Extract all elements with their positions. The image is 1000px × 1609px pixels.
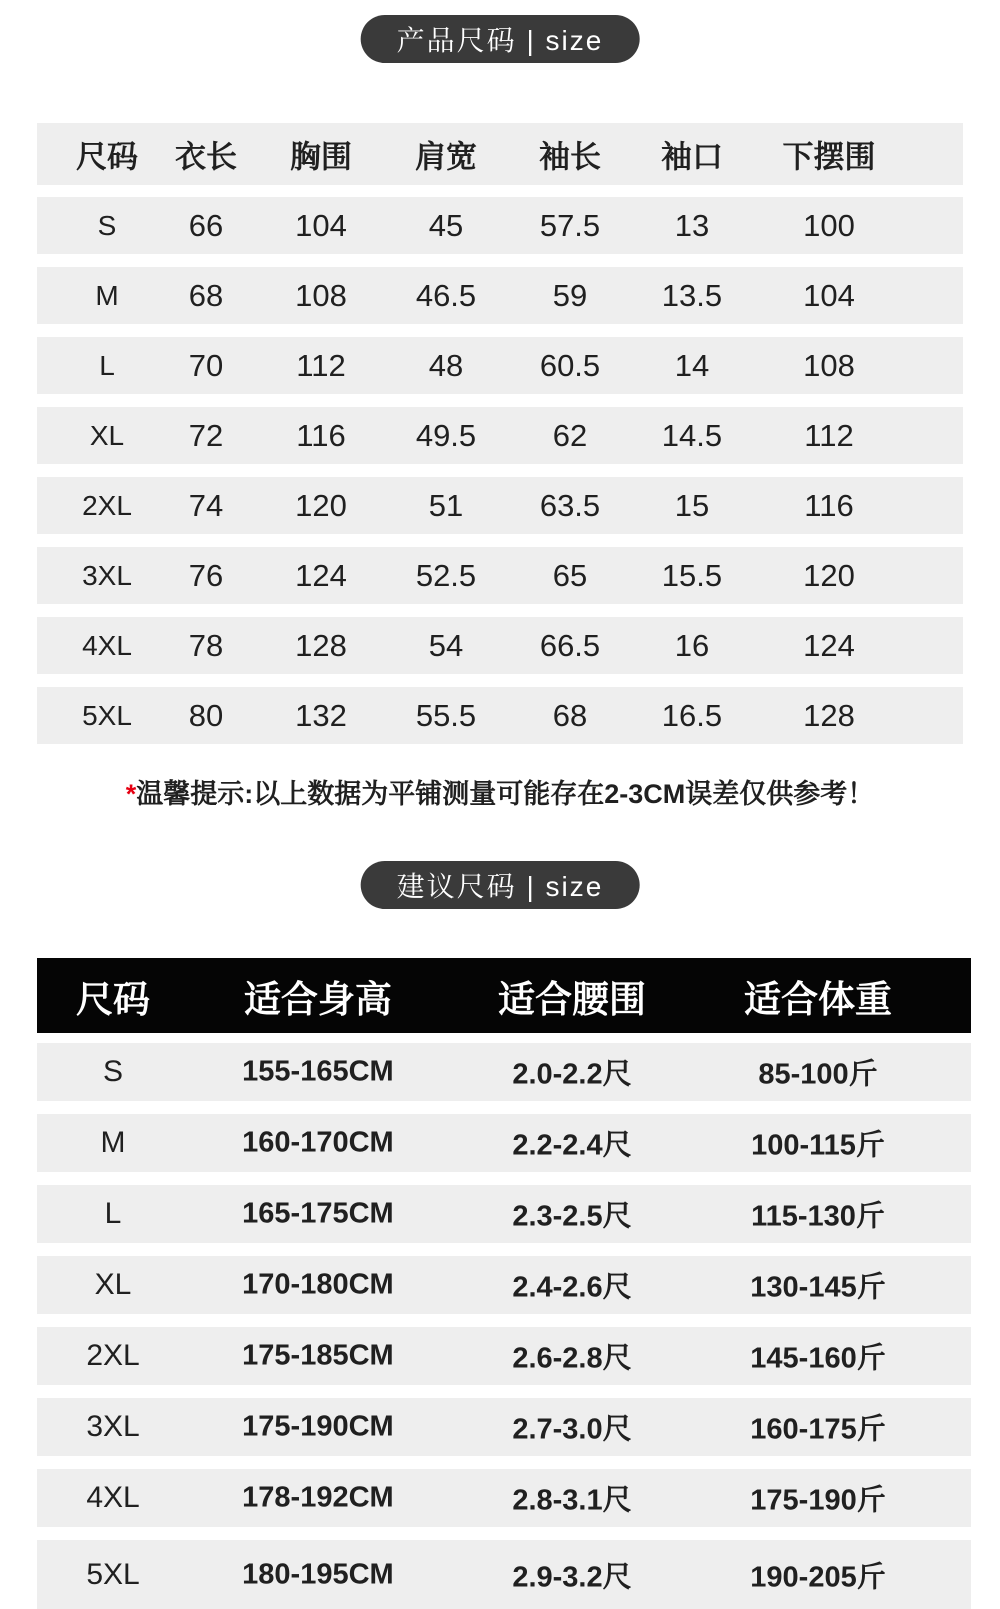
hem-value: 112 [804,417,854,453]
column-header-cuff: 袖口 [660,139,723,175]
suggest-table-row [37,1114,971,1172]
length-value: 68 [188,277,224,313]
sleeve-value: 62 [552,417,588,453]
suggest-table-row [37,1327,971,1385]
size-label: XL [89,419,125,451]
cuff-value: 14.5 [661,417,723,453]
note-text: 以上数据为平铺测量可能存在2-3CM误差仅供参考！ [253,779,875,809]
sleeve-value: 66.5 [539,627,601,663]
length-value: 70 [188,347,224,383]
size-label: 3XL [86,1410,140,1443]
sleeve-value: 65 [552,557,588,593]
weight-range: 145-160斤 [750,1342,886,1375]
chest-value: 108 [295,277,347,313]
height-range: 160-170CM [242,1126,394,1159]
size-label: XL [94,1268,132,1301]
cuff-value: 15.5 [661,557,723,593]
hem-value: 124 [803,627,855,663]
weight-range: 160-175斤 [750,1413,886,1446]
column-header-weight: 适合体重 [744,978,892,1020]
weight-range: 85-100斤 [758,1058,878,1091]
suggest-table-row [37,1256,971,1314]
suggested-size-table [37,958,971,1609]
weight-range: 130-145斤 [750,1271,886,1304]
note-asterisk: * [125,779,137,809]
cuff-value: 16.5 [661,697,723,733]
weight-range: 115-130斤 [751,1200,885,1233]
column-header-length: 衣长 [174,139,237,175]
cuff-value: 13 [674,207,710,243]
size-label: 4XL [82,629,132,661]
sleeve-value: 60.5 [539,347,601,383]
hem-value: 116 [804,487,854,523]
hem-value: 108 [803,347,855,383]
shoulder-value: 48 [428,347,464,383]
column-header-sleeve: 袖长 [539,139,601,175]
height-range: 165-175CM [242,1197,394,1230]
size-label: M [95,279,119,311]
shoulder-value: 54 [428,627,464,663]
suggest-table-row [37,1185,971,1243]
weight-range: 190-205斤 [750,1561,886,1593]
height-range: 180-195CM [242,1558,394,1590]
product-size-badge [361,15,640,63]
size-table-row [37,617,963,674]
height-range: 178-192CM [242,1481,394,1514]
sleeve-value: 63.5 [539,487,601,523]
chest-value: 104 [295,207,347,243]
suggest-table-row [37,1540,971,1609]
waist-range: 2.2-2.4尺 [512,1129,632,1162]
length-value: 72 [188,417,224,453]
weight-range: 100-115斤 [751,1129,885,1162]
hem-value: 128 [803,697,855,733]
size-table-row [37,687,963,744]
column-header-size: 尺码 [76,139,138,175]
length-value: 74 [188,487,224,523]
suggested-size-badge-label: 建议尺码 | size [396,871,604,902]
size-label: 4XL [86,1481,140,1514]
size-table-body [37,197,963,744]
waist-range: 2.6-2.8尺 [512,1342,632,1375]
sleeve-value: 68 [552,697,588,733]
size-label: 2XL [82,489,132,521]
sleeve-value: 59 [552,277,588,313]
shoulder-value: 55.5 [415,697,477,733]
waist-range: 2.3-2.5尺 [512,1200,632,1233]
hem-value: 120 [803,557,855,593]
waist-range: 2.8-3.1尺 [512,1484,632,1517]
product-size-badge-label: 产品尺码 | size [396,25,604,56]
size-label: L [99,349,115,381]
suggest-table-row [37,1043,971,1101]
hem-value: 104 [803,277,855,313]
suggest-table-row [37,1469,971,1527]
size-label: 2XL [86,1339,140,1372]
size-table-row [37,337,963,394]
height-range: 175-185CM [242,1339,394,1372]
chest-value: 112 [296,347,346,383]
cuff-value: 16 [674,627,710,663]
column-header-hem: 下摆围 [782,139,876,175]
size-label: S [103,1055,124,1088]
size-table-row [37,547,963,604]
chest-value: 124 [295,557,347,593]
column-header-waist: 适合腰围 [497,978,646,1020]
cuff-value: 13.5 [661,277,723,313]
suggest-table-row [37,1398,971,1456]
length-value: 78 [188,627,224,663]
suggested-size-badge [361,861,640,909]
chest-value: 128 [295,627,347,663]
cuff-value: 14 [674,347,710,383]
waist-range: 2.4-2.6尺 [512,1271,632,1304]
sleeve-value: 57.5 [539,207,601,243]
waist-range: 2.0-2.2尺 [512,1058,632,1091]
height-range: 155-165CM [242,1055,394,1088]
size-label: M [100,1126,126,1159]
note-label: 温馨提示: [136,779,254,809]
size-label: S [97,209,117,241]
column-header-size: 尺码 [76,978,151,1020]
column-header-chest: 胸围 [290,139,352,175]
shoulder-value: 45 [428,207,464,243]
size-table-row [37,267,963,324]
cuff-value: 15 [674,487,710,523]
shoulder-value: 49.5 [415,417,477,453]
length-value: 80 [188,697,224,733]
suggest-table-header-row [37,958,971,1033]
column-header-shoulder: 肩宽 [415,139,477,175]
shoulder-value: 52.5 [415,557,477,593]
column-header-height: 适合身高 [243,978,392,1020]
size-table-header-row [37,123,963,185]
size-label: 5XL [82,699,132,731]
length-value: 76 [188,557,224,593]
waist-range: 2.9-3.2尺 [512,1561,632,1593]
shoulder-value: 46.5 [415,277,477,313]
length-value: 66 [188,207,224,243]
size-table-row [37,477,963,534]
height-range: 175-190CM [242,1410,394,1443]
waist-range: 2.7-3.0尺 [512,1413,632,1446]
shoulder-value: 51 [428,487,464,523]
weight-range: 175-190斤 [750,1484,886,1517]
size-table-row [37,407,963,464]
size-label: 3XL [82,559,132,591]
product-size-table [37,123,963,757]
chest-value: 132 [295,697,347,733]
size-label: 5XL [86,1557,140,1591]
size-label: L [104,1197,122,1230]
measurement-disclaimer-note [0,772,1000,811]
chest-value: 120 [295,487,347,523]
chest-value: 116 [296,417,346,453]
hem-value: 100 [803,207,855,243]
suggest-table-body [37,1043,971,1609]
height-range: 170-180CM [242,1268,394,1301]
size-table-row [37,197,963,254]
